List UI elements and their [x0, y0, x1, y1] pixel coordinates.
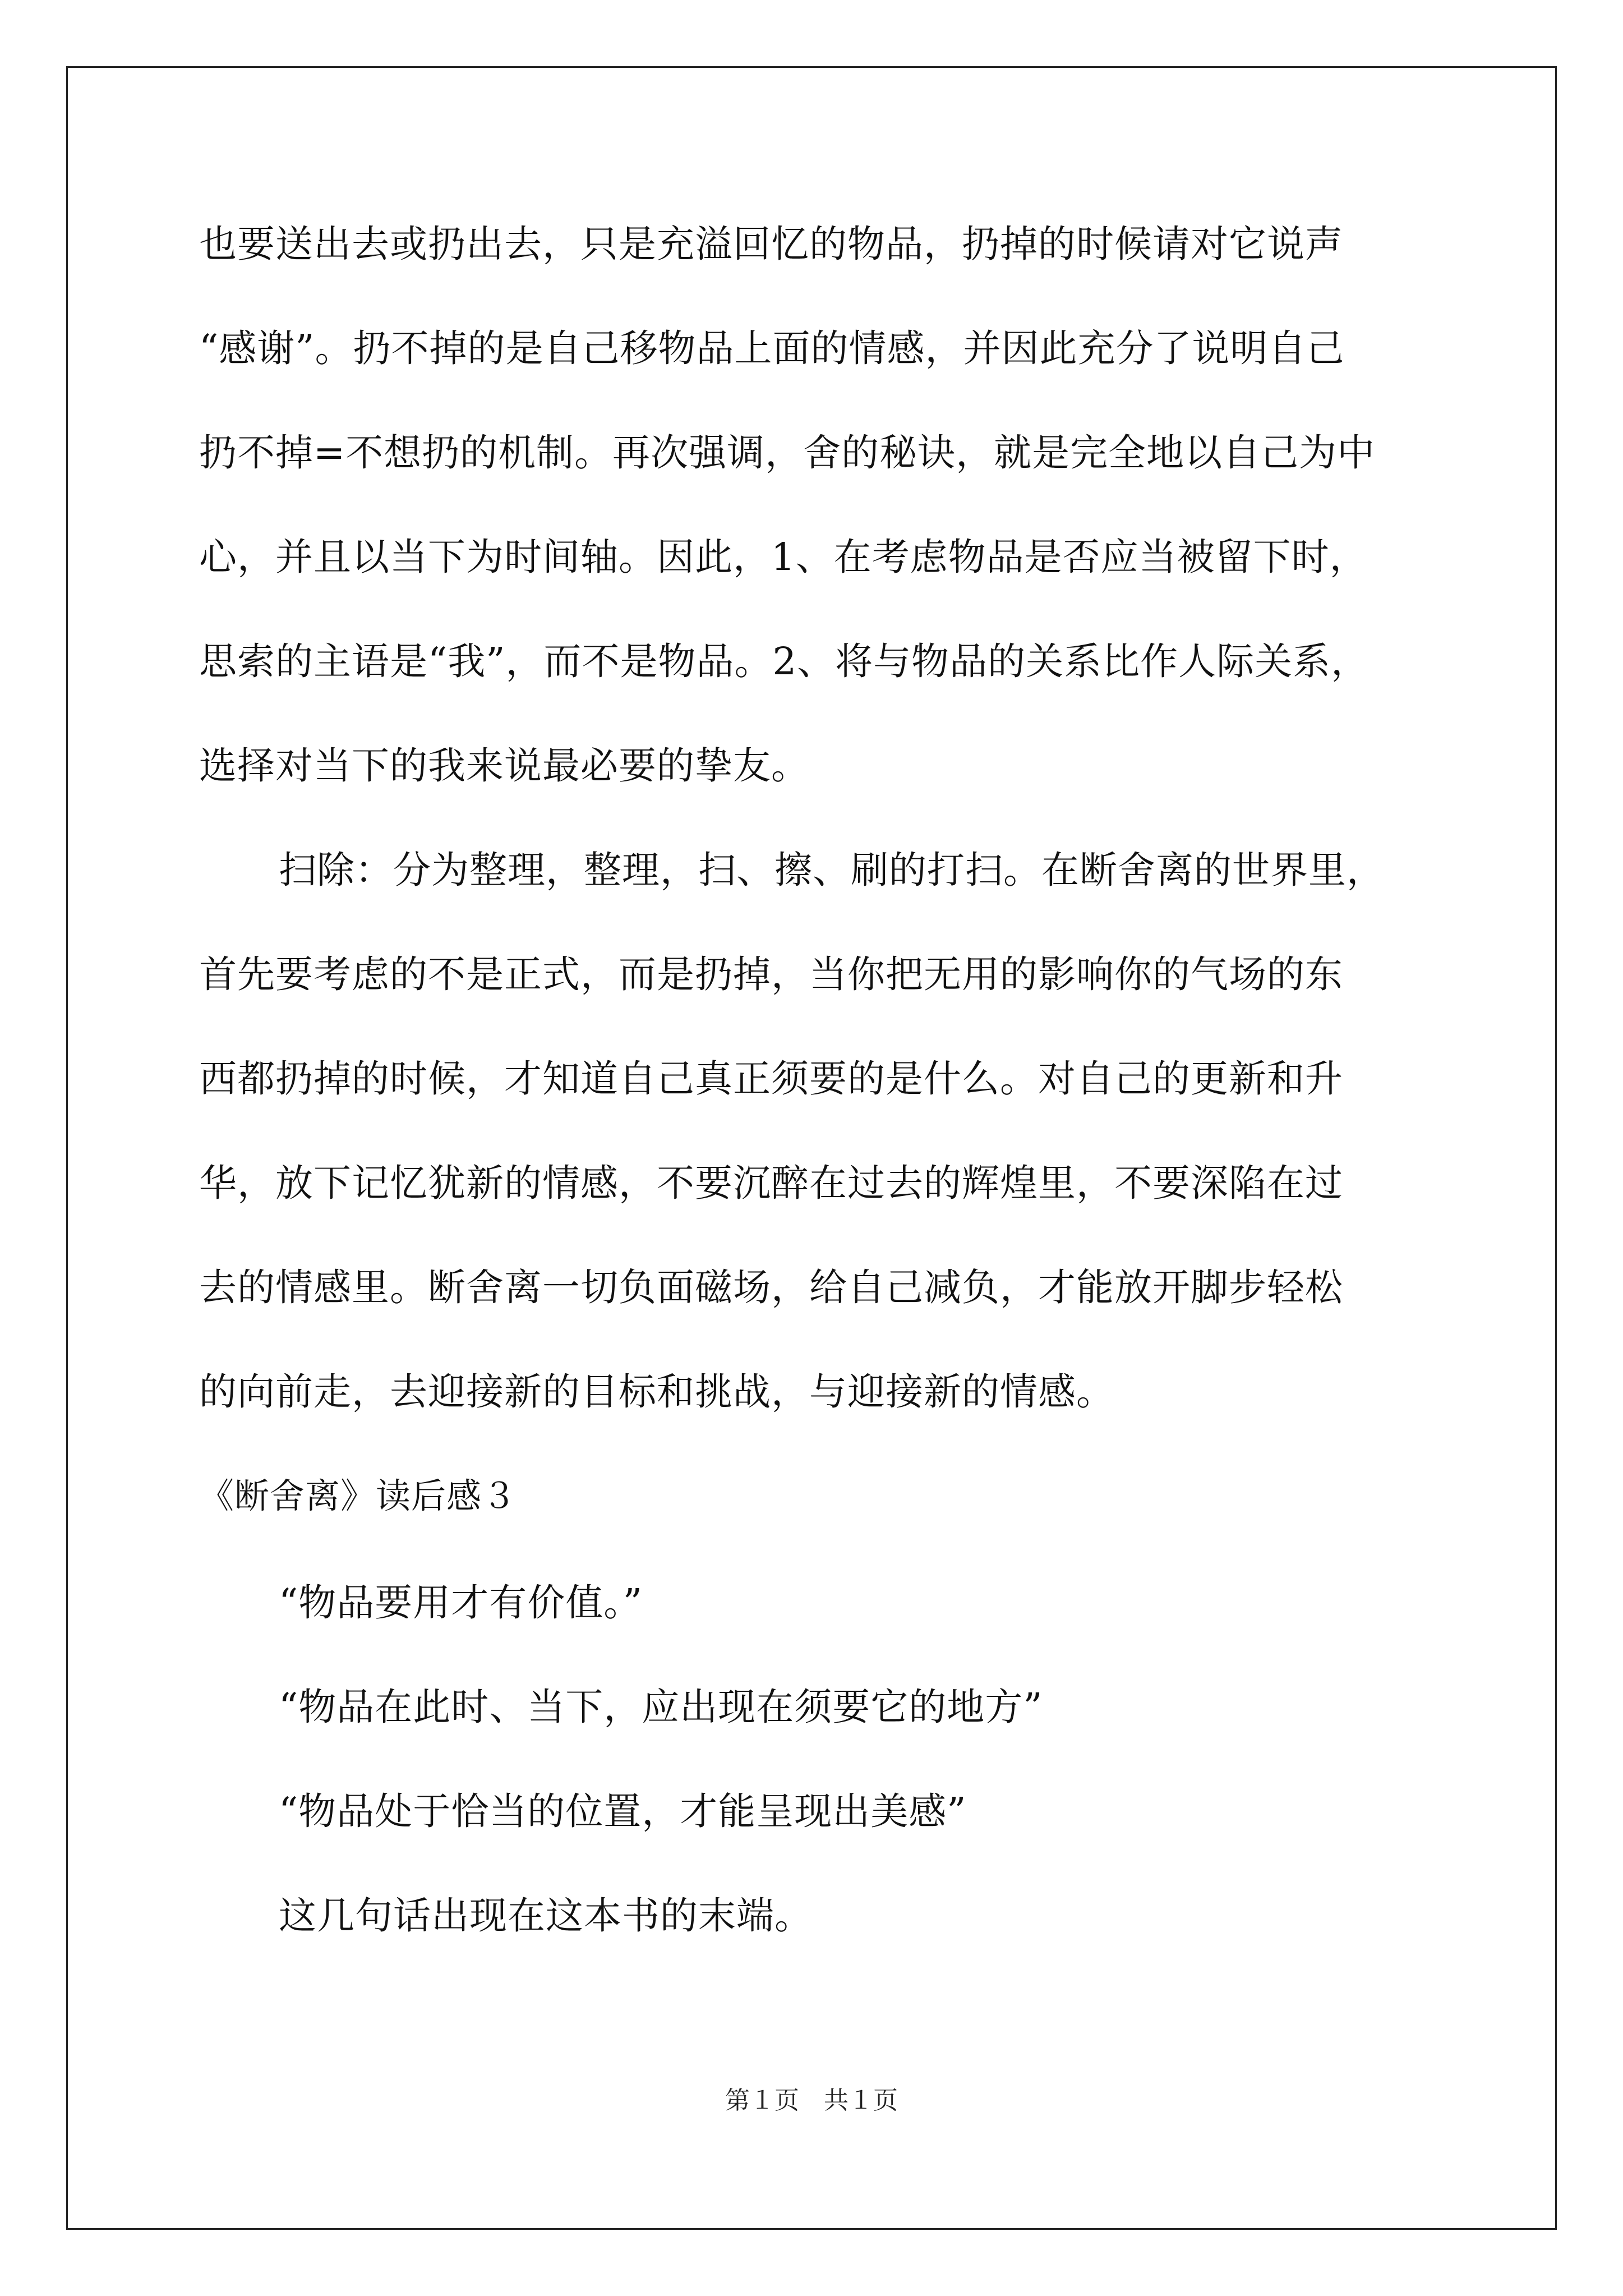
- page-number: 第１页 共１页: [725, 2086, 898, 2115]
- quote-line: “物品处于恰当的位置，才能呈现出美感”: [279, 1789, 967, 1833]
- paragraph-line: 华，放下记忆犹新的情感，不要沉醉在过去的辉煌里，不要深陷在过: [199, 1161, 1343, 1205]
- paragraph-line: 选择对当下的我来说最必要的挚友。: [199, 744, 809, 788]
- quote-line: “物品要用才有价值。”: [279, 1581, 643, 1625]
- document-body: [199, 218, 1467, 1994]
- section-heading: 《断舍离》读后感３: [199, 1475, 518, 1516]
- paragraph-line: 去的情感里。断舍离一切负面磁场，给自己减负，才能放开脚步轻松: [199, 1266, 1343, 1309]
- paragraph-line: 扫除：分为整理，整理，扫、擦、刷的打扫。在断舍离的世界里，: [279, 848, 1385, 892]
- paragraph-line: 思索的主语是“我”，而不是物品。2、将与物品的关系比作人际关系，: [199, 639, 1370, 683]
- paragraph-line: 心，并且以当下为时间轴。因此，1、在考虑物品是否应当被留下时，: [199, 535, 1368, 579]
- closing-line: 这几句话出现在这本书的末端。: [279, 1894, 813, 1938]
- paragraph-line: 也要送出去或扔出去，只是充溢回忆的物品，扔掉的时候请对它说声: [199, 222, 1343, 266]
- paragraph-line: 的向前走，去迎接新的目标和挑战，与迎接新的情感。: [199, 1370, 1114, 1414]
- paragraph-line: 扔不掉=不想扔的机制。再次强调，舍的秘诀，就是完全地以自己为中: [199, 431, 1376, 475]
- paragraph-line: 首先要考虑的不是正式，而是扔掉，当你把无用的影响你的气场的东: [199, 953, 1343, 996]
- quote-line: “物品在此时、当下，应出现在须要它的地方”: [279, 1685, 1043, 1729]
- paragraph-line: “感谢”。扔不掉的是自己移物品上面的情感，并因此充分了说明自己: [199, 326, 1345, 370]
- paragraph-line: 西都扔掉的时候，才知道自己真正须要的是什么。对自己的更新和升: [199, 1057, 1343, 1101]
